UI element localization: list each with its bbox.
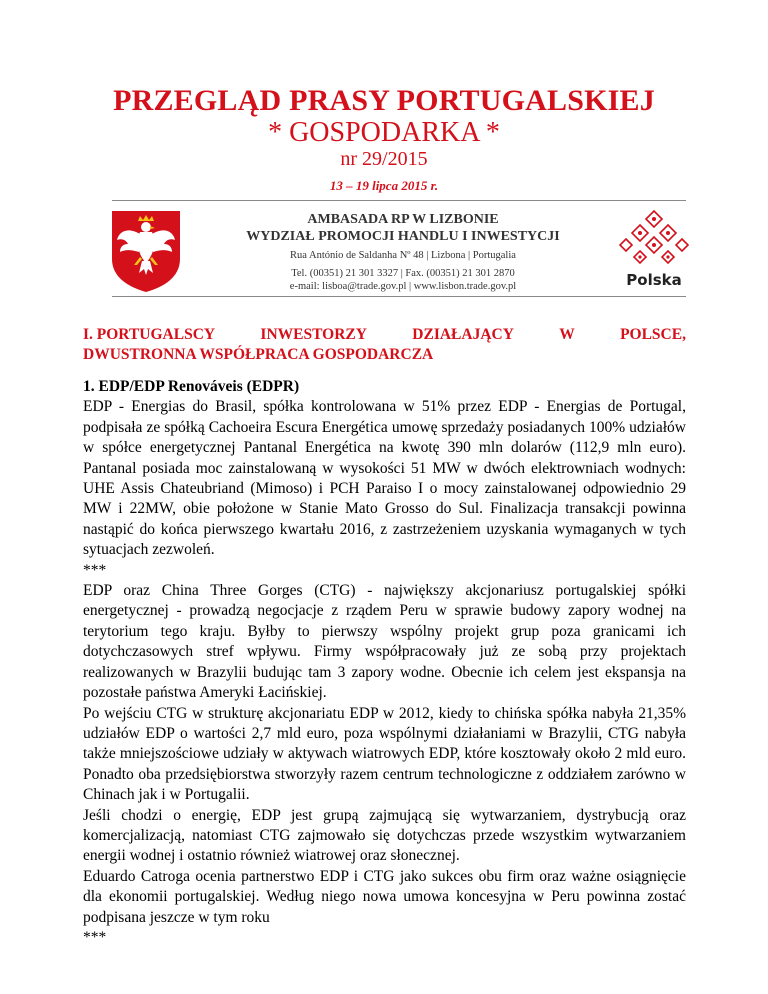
- polska-logo-icon: [618, 207, 690, 293]
- article-paragraph: EDP - Energias do Brasil, spółka kontrolowana w 51% przez EDP - Energias de Portugal, podpisała ze spółką Cachoeira Escura Energética umowę sprzedaży posiadanych 100% udziałów w spółce energetycznej Pantanal Energética na kwotę 390 mln dolarów (112,9 mln euro). Pantanal posiada moc zainstalowaną w wysokości 51 MW w dwóch elektrowniach wodnych: UHE Assis Chateubriand (Mimoso) i PCH Paraiso I o mocy zainstalowanej odpowiednio 29 MW i 22MW, obie położone w Stanie Mato Grosso do Sul. Finalizacja transakcji powinna nastąpić do końca pierwszego kwartału 2016, z zastrzeżeniem uzyskania wymaganych w tych sytuacjach zezwoleń.: [83, 398, 686, 559]
- polish-eagle-emblem-icon: [106, 207, 186, 293]
- section-heading-word: DZIAŁAJĄCY: [412, 326, 514, 343]
- section-heading-word: INWESTORZY: [260, 326, 367, 343]
- article-paragraph: Eduardo Catroga ocenia partnerstwo EDP i CTG jako sukces obu firm oraz ważne osiągnięcie dla ekonomii portugalskiej. Według niego nowa umowa koncesyjna w Peru powinna zostać podpisana jeszcze w tym roku: [83, 867, 686, 926]
- article-paragraph: EDP oraz China Three Gorges (CTG) - największy akcjonariusz portugalskiej spółki energetycznej - prowadzą negocjacje z rządem Peru w sprawie budowy zapory wodnej na terytorium tego kraju. Byłby to pierwszy wspólny projekt grup poza granicami ich dotychczasowych stref wpływu. Firmy współpracowały już ze sobą przy projektach realizowanych w Brazylii budując tam 3 zapory wodne. Obecnie ich celem jest ekspansja na pozostałe państwa Ameryki Łacińskiej.: [83, 582, 686, 702]
- separator: ***: [83, 561, 107, 579]
- header-divider-top: [112, 200, 686, 201]
- address: Rua António de Saldanha Nº 48 | Lizbona | Portugalia: [290, 250, 516, 261]
- department-name: WYDZIAŁ PROMOCJI HANDLU I INWESTYCJI: [246, 229, 560, 244]
- article-heading: 1. EDP/EDP Renováveis (EDPR): [83, 378, 300, 395]
- polska-logo-text: Polska: [626, 271, 682, 289]
- email-website: e-mail: lisboa@trade.gov.pl | www.lisbon.trade.gov.pl: [289, 281, 517, 292]
- section-heading-word: W: [559, 326, 575, 343]
- article-paragraph: Po wejściu CTG w strukturę akcjonariatu EDP w 2012, kiedy to chińska spółka nabyła 21,35% udziałów EDP o wartości 2,7 mld euro, poza wspólnymi działaniami w Brazylii, CTG nabyła także mniejszościowe udziały w aktywach wiatrowych EDP, które kosztowały około 2 mld euro. Ponadto oba przedsiębiorstwa stworzyły razem centrum technologiczne z oddziałem zarówno w Chinach jak i w Portugalii.: [83, 704, 686, 804]
- document-subtitle: * GOSPODARKA *: [268, 117, 500, 148]
- section-heading-word: I. PORTUGALSCY: [83, 326, 216, 343]
- section-heading: [83, 325, 686, 365]
- separator: ***: [83, 928, 107, 946]
- issue-dates: 13 – 19 lipca 2015 r.: [329, 178, 439, 193]
- section-heading-word: POLSCE,: [620, 326, 686, 343]
- embassy-name: AMBASADA RP W LIZBONIE: [307, 212, 499, 227]
- issue-number: nr 29/2015: [340, 148, 428, 170]
- document-title: PRZEGLĄD PRASY PORTUGALSKIEJ: [113, 84, 655, 117]
- section-heading-line2: DWUSTRONNA WSPÓŁPRACA GOSPODARCZA: [83, 346, 434, 363]
- article-paragraph: Jeśli chodzi o energię, EDP jest grupą zajmującą się wytwarzaniem, dystrybucją oraz komercjalizacją, natomiast CTG zajmowało się dotychczas przede wszystkim wytwarzaniem energii wodnej i ostatnio również wiatrowej oraz słonecznej.: [83, 806, 686, 865]
- phone-fax: Tel. (00351) 21 301 3327 | Fax. (00351) 21 301 2870: [291, 268, 515, 279]
- header-divider-bottom: [112, 296, 686, 297]
- article-body: [83, 377, 686, 948]
